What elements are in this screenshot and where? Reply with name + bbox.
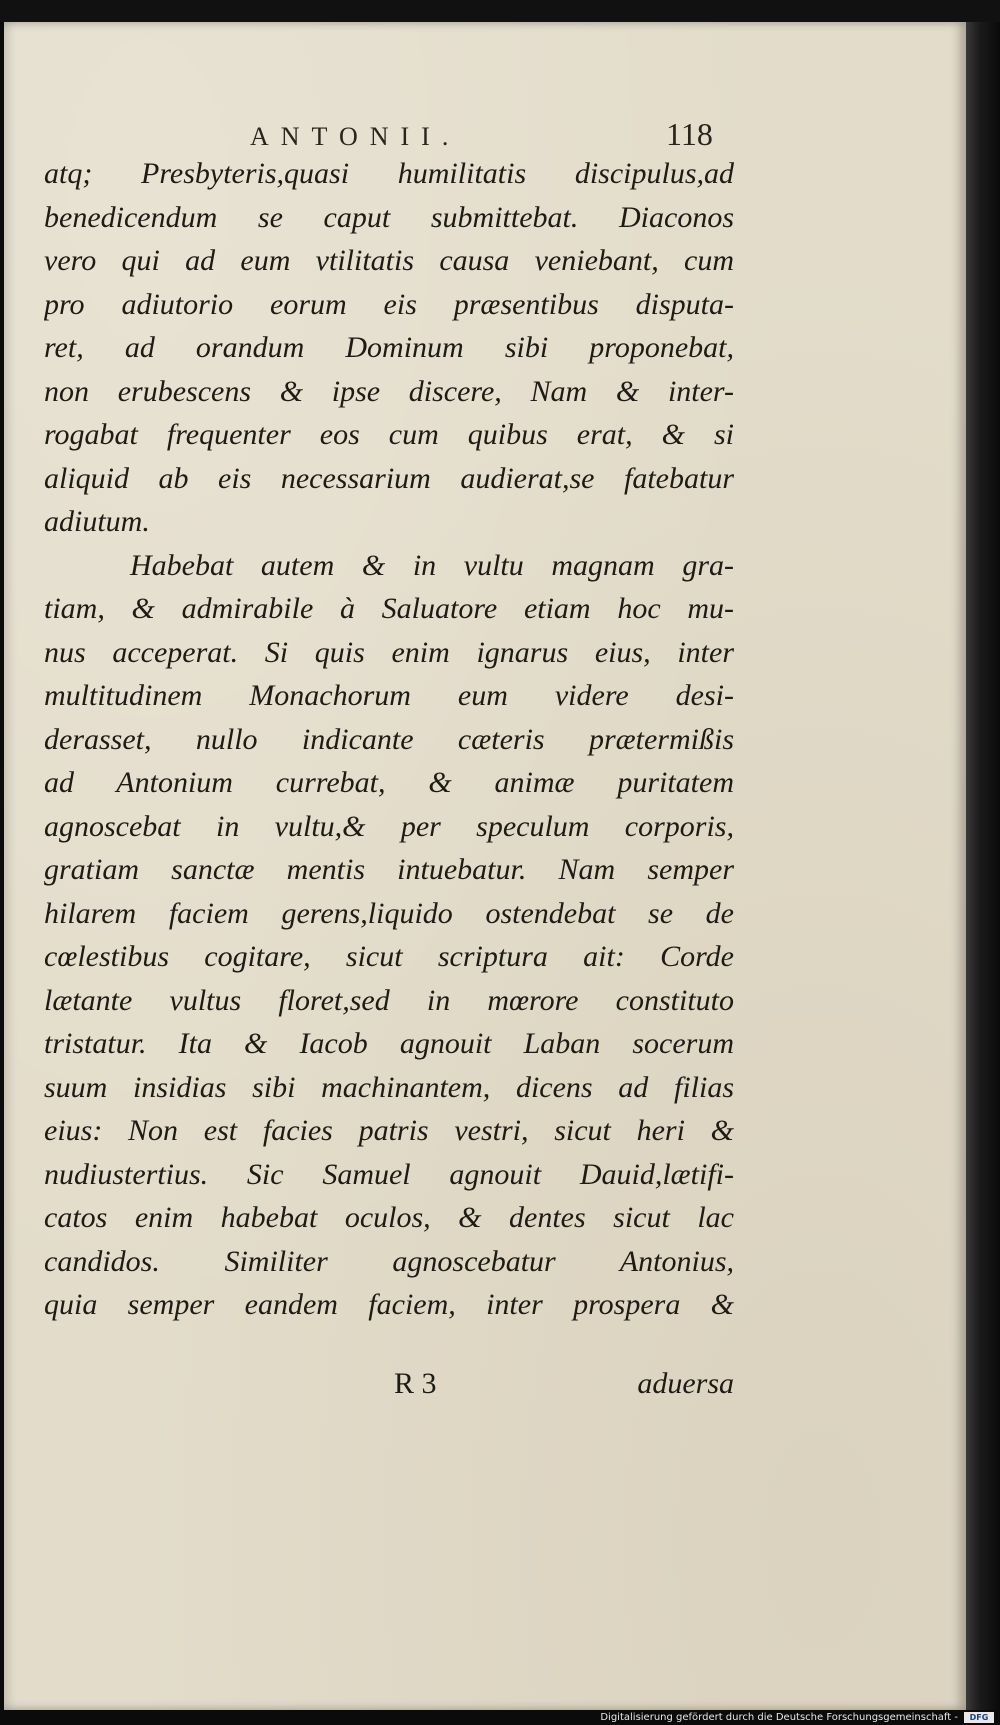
text-line: nus acceperat. Si quis enim ignarus eius, inter [44, 635, 734, 669]
text-line: nudiustertius. Sic Samuel agnouit Dauid,lætifi- [44, 1157, 734, 1191]
text-line: catos enim habebat oculos, & dentes sicut lac [44, 1201, 734, 1234]
text-line: tiam, & admirabile à Saluatore etiam hoc mu- [44, 592, 734, 625]
text-line: tristatur. Ita & Iacob agnouit Laban socerum [44, 1027, 734, 1060]
text-line: candidos. Similiter agnoscebatur Antonius, [44, 1244, 734, 1278]
dfg-logo: DFG [964, 1712, 994, 1723]
signature-mark: R 3 [394, 1367, 437, 1400]
text-line: Habebat autem & in vultu magnam gra- [130, 548, 734, 582]
text-line: cœlestibus cogitare, sicut scriptura ait: Corde [44, 940, 734, 973]
text-line: derasset, nullo indicante cæteris prætermißis [44, 722, 734, 756]
page-content [4, 0, 966, 1710]
digitization-credit: Digitalisierung gefördert durch die Deutsche Forschungsgemeinschaft - [600, 1712, 958, 1723]
text-line: benedicendum se caput submittebat. Diaconos [44, 200, 734, 234]
catchword: aduersa [637, 1367, 734, 1400]
text-line: aliquid ab eis necessarium audierat,se fatebatur [44, 461, 734, 495]
text-line: pro adiutorio eorum eis præsentibus disputa- [44, 287, 734, 321]
page-footer [44, 1367, 734, 1411]
credit-bar [0, 1710, 1000, 1725]
text-line: eius: Non est facies patris vestri, sicut heri & [44, 1114, 734, 1147]
running-title: ANTONII. [250, 122, 461, 151]
text-line: rogabat frequenter eos cum quibus erat, & si [44, 418, 734, 451]
text-line: agnoscebat in vultu,& per speculum corporis, [44, 809, 734, 843]
text-line: adiutum. [44, 505, 150, 538]
scan-frame-right [966, 22, 1000, 1710]
text-line: atq; Presbyteris,quasi humilitatis discipulus,ad [44, 157, 734, 190]
text-line: suum insidias sibi machinantem, dicens ad filias [44, 1070, 734, 1104]
text-line: gratiam sanctæ mentis intuebatur. Nam semper [44, 853, 734, 886]
text-line: quia semper eandem faciem, inter prospera & [44, 1288, 734, 1321]
text-line: ad Antonium currebat, & animæ puritatem [44, 766, 734, 799]
text-line: non erubescens & ipse discere, Nam & inter- [44, 374, 734, 408]
text-line: lætante vultus floret,sed in mœrore constituto [44, 983, 734, 1017]
page-number: 118 [666, 116, 713, 152]
body-text [44, 152, 734, 1327]
text-line: multitudinem Monachorum eum videre desi- [44, 679, 734, 712]
text-line: vero qui ad eum vtilitatis causa veniebant, cum [44, 244, 734, 277]
text-line: hilarem faciem gerens,liquido ostendebat se de [44, 896, 734, 930]
text-line: ret, ad orandum Dominum sibi proponebat, [44, 331, 734, 364]
